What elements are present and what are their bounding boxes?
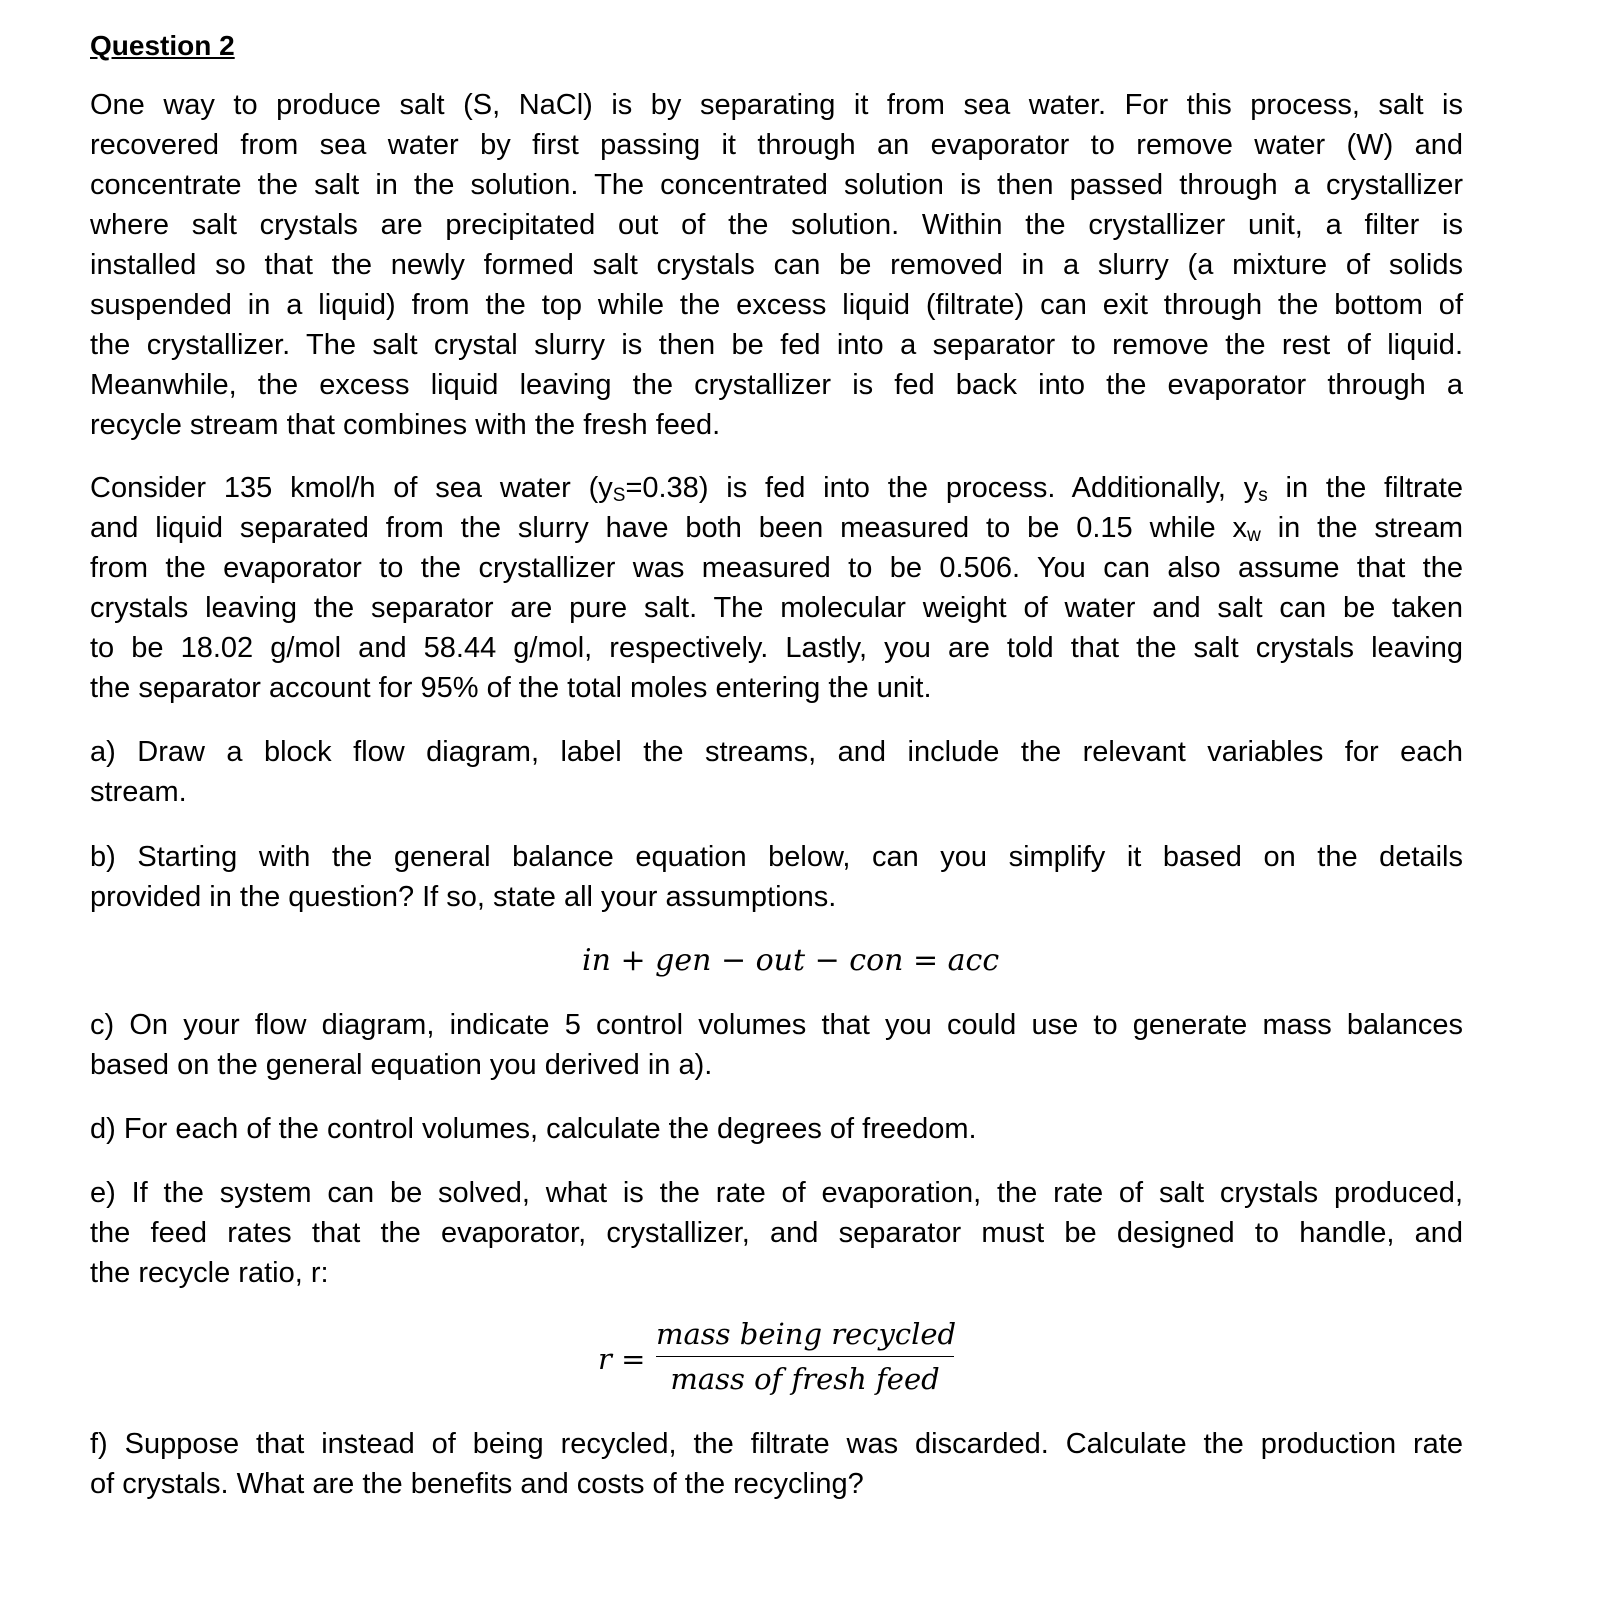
text-line: based on the general equation you derived in a). (90, 1049, 713, 1081)
ratio-denominator: mass of fresh feed (670, 1362, 940, 1396)
paragraph (90, 1005, 1463, 1085)
text-line: recycle stream that combines with the fresh feed. (90, 409, 721, 441)
text-segment: Consider 135 kmol/h of sea water (y (90, 472, 613, 504)
text-line: f) Suppose that instead of being recycled, the filtrate was discarded. Calculate the production rate (90, 1428, 1463, 1460)
paragraph (90, 732, 1463, 812)
text-segment: and liquid separated from the slurry have both been measured to be 0.15 while x (90, 512, 1248, 544)
subscript: w (1247, 525, 1261, 546)
subscript: s (1258, 485, 1268, 506)
paragraph (90, 1173, 1463, 1293)
text-line: the separator account for 95% of the total moles entering the unit. (90, 672, 932, 704)
subscript: S (612, 485, 626, 506)
text-line: d) For each of the control volumes, calculate the degrees of freedom. (90, 1113, 977, 1145)
text-line: b) Starting with the general balance equation below, can you simplify it based on the details (90, 841, 1463, 873)
text-line: suspended in a liquid) from the top while the excess liquid (filtrate) can exit through the bottom of (90, 289, 1463, 321)
text-segment: in the filtrate (1267, 472, 1463, 504)
text-line: installed so that the newly formed salt crystals can be removed in a slurry (a mixture of solids (90, 249, 1463, 281)
text-line: where salt crystals are precipitated out of the solution. Within the crystallizer unit, a filter is (90, 209, 1463, 241)
text-line: concentrate the salt in the solution. The concentrated solution is then passed through a crystallizer (90, 169, 1463, 201)
paragraph (90, 85, 1463, 445)
text-line: the recycle ratio, r: (90, 1257, 329, 1289)
text-line: stream. (90, 776, 187, 808)
text-line: recovered from sea water by first passing it through an evaporator to remove water (W) and (90, 129, 1463, 161)
text-line: Meanwhile, the excess liquid leaving the crystallizer is fed back into the evaporator through a (90, 369, 1463, 401)
text-line (90, 468, 1463, 508)
paragraph (90, 1424, 1463, 1504)
text-segment: =0.38) is fed into the process. Additionally, y (625, 472, 1259, 504)
text-line (90, 508, 1463, 548)
text-line: to be 18.02 g/mol and 58.44 g/mol, respectively. Lastly, you are told that the salt crystals leaving (90, 632, 1463, 664)
text-line: e) If the system can be solved, what is the rate of evaporation, the rate of salt crystals produced, (90, 1177, 1463, 1209)
text-line: the feed rates that the evaporator, crystallizer, and separator must be designed to handle, and (90, 1217, 1463, 1249)
question-title: Question 2 (90, 30, 235, 61)
text-line: a) Draw a block flow diagram, label the streams, and include the relevant variables for each (90, 736, 1463, 768)
balance-equation: in + gen − out − con = acc (582, 943, 1000, 978)
text-line: the crystallizer. The salt crystal slurry is then be fed into a separator to remove the rest of liquid. (90, 329, 1463, 361)
text-line: from the evaporator to the crystallizer was measured to be 0.506. You can also assume that the (90, 552, 1463, 584)
ratio-numerator: mass being recycled (656, 1317, 957, 1351)
paragraph (90, 1109, 1463, 1149)
ratio-lhs: r = (598, 1342, 646, 1376)
text-line: provided in the question? If so, state all your assumptions. (90, 881, 837, 913)
text-line: crystals leaving the separator are pure salt. The molecular weight of water and salt can be taken (90, 592, 1463, 624)
text-line: of crystals. What are the benefits and costs of the recycling? (90, 1468, 864, 1500)
text-line: c) On your flow diagram, indicate 5 control volumes that you could use to generate mass balances (90, 1009, 1463, 1041)
text-line: One way to produce salt (S, NaCl) is by separating it from sea water. For this process, salt is (90, 89, 1463, 121)
paragraph (90, 468, 1463, 708)
paragraph (90, 837, 1463, 917)
text-segment: in the stream (1260, 512, 1463, 544)
